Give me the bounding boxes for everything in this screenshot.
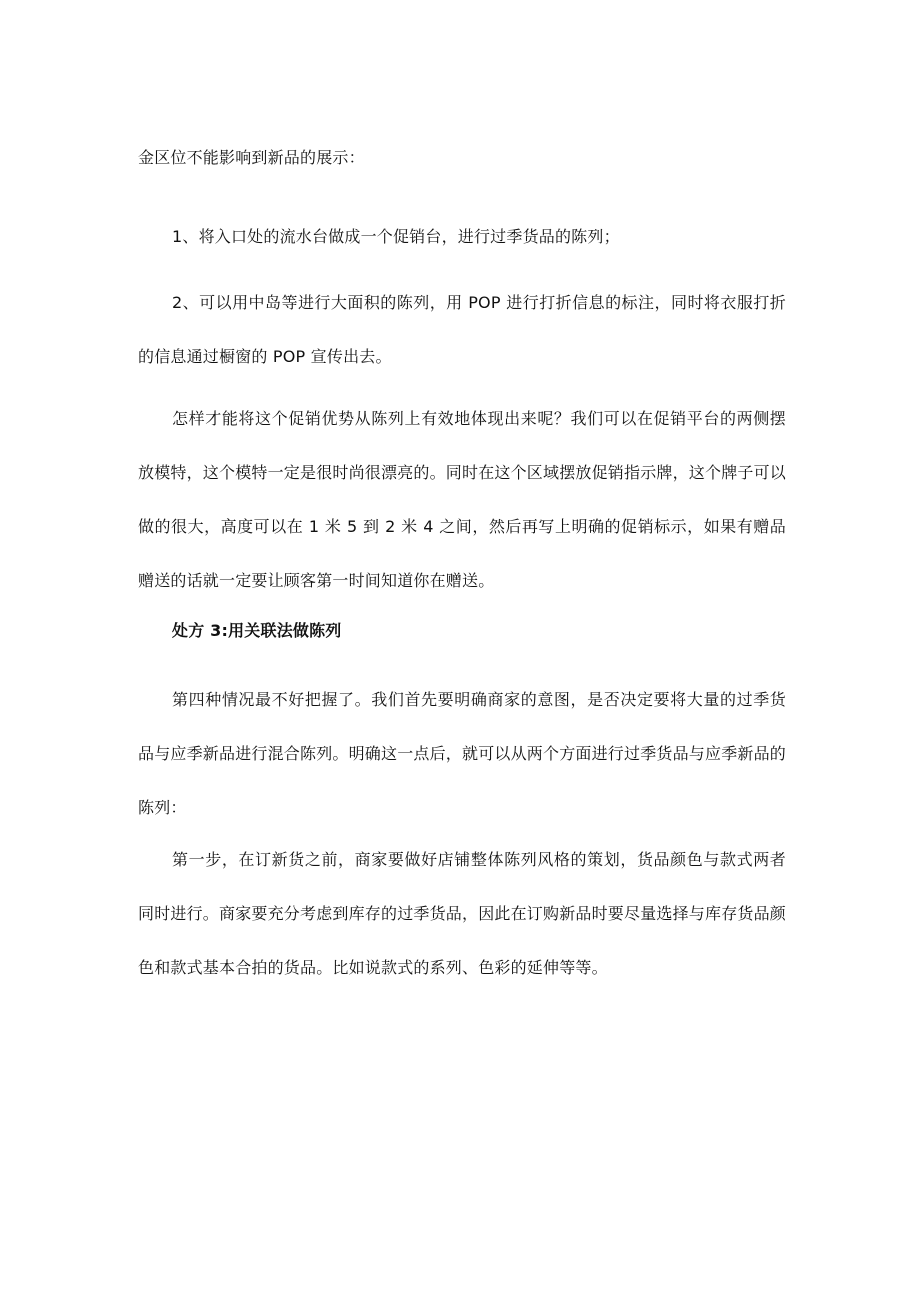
paragraph-item-2: 2、可以用中岛等进行大面积的陈列，用 POP 进行打折信息的标注，同时将衣服打折的信息通过橱窗的 POP 宣传出去。 bbox=[138, 293, 786, 366]
paragraph-step-one: 第一步，在订新货之前，商家要做好店铺整体陈列风格的策划，货品颜色与款式两者同时进行。商家要充分考虑到库存的过季货品，因此在订购新品时要尽量选择与库存货品颜色和款式基本合拍的货品。比如说款式的系列、色彩的延伸等等。 bbox=[138, 850, 787, 977]
paragraph-case-four: 第四种情况最不好把握了。我们首先要明确商家的意图，是否决定要将大量的过季货品与应季新品进行混合陈列。明确这一点后，就可以从两个方面进行过季货品与应季新品的陈列： bbox=[138, 690, 787, 817]
paragraph-intro: 金区位不能影响到新品的展示： bbox=[138, 148, 365, 167]
section-heading: 处方 3:用关联法做陈列 bbox=[172, 621, 342, 640]
paragraph-promotion: 怎样才能将这个促销优势从陈列上有效地体现出来呢？我们可以在促销平台的两侧摆放模特，这个模特一定是很时尚很漂亮的。同时在这个区域摆放促销指示牌，这个牌子可以做的很大，高度可以在 1 米 5 到 2 米 4 之间，然后再写上明确的促销标示，如果有赠品赠送的话就一定要让顾客第一时间知道你在赠送。 bbox=[138, 409, 787, 590]
paragraph-item-1: 1、将入口处的流水台做成一个促销台，进行过季货品的陈列； bbox=[172, 227, 620, 246]
